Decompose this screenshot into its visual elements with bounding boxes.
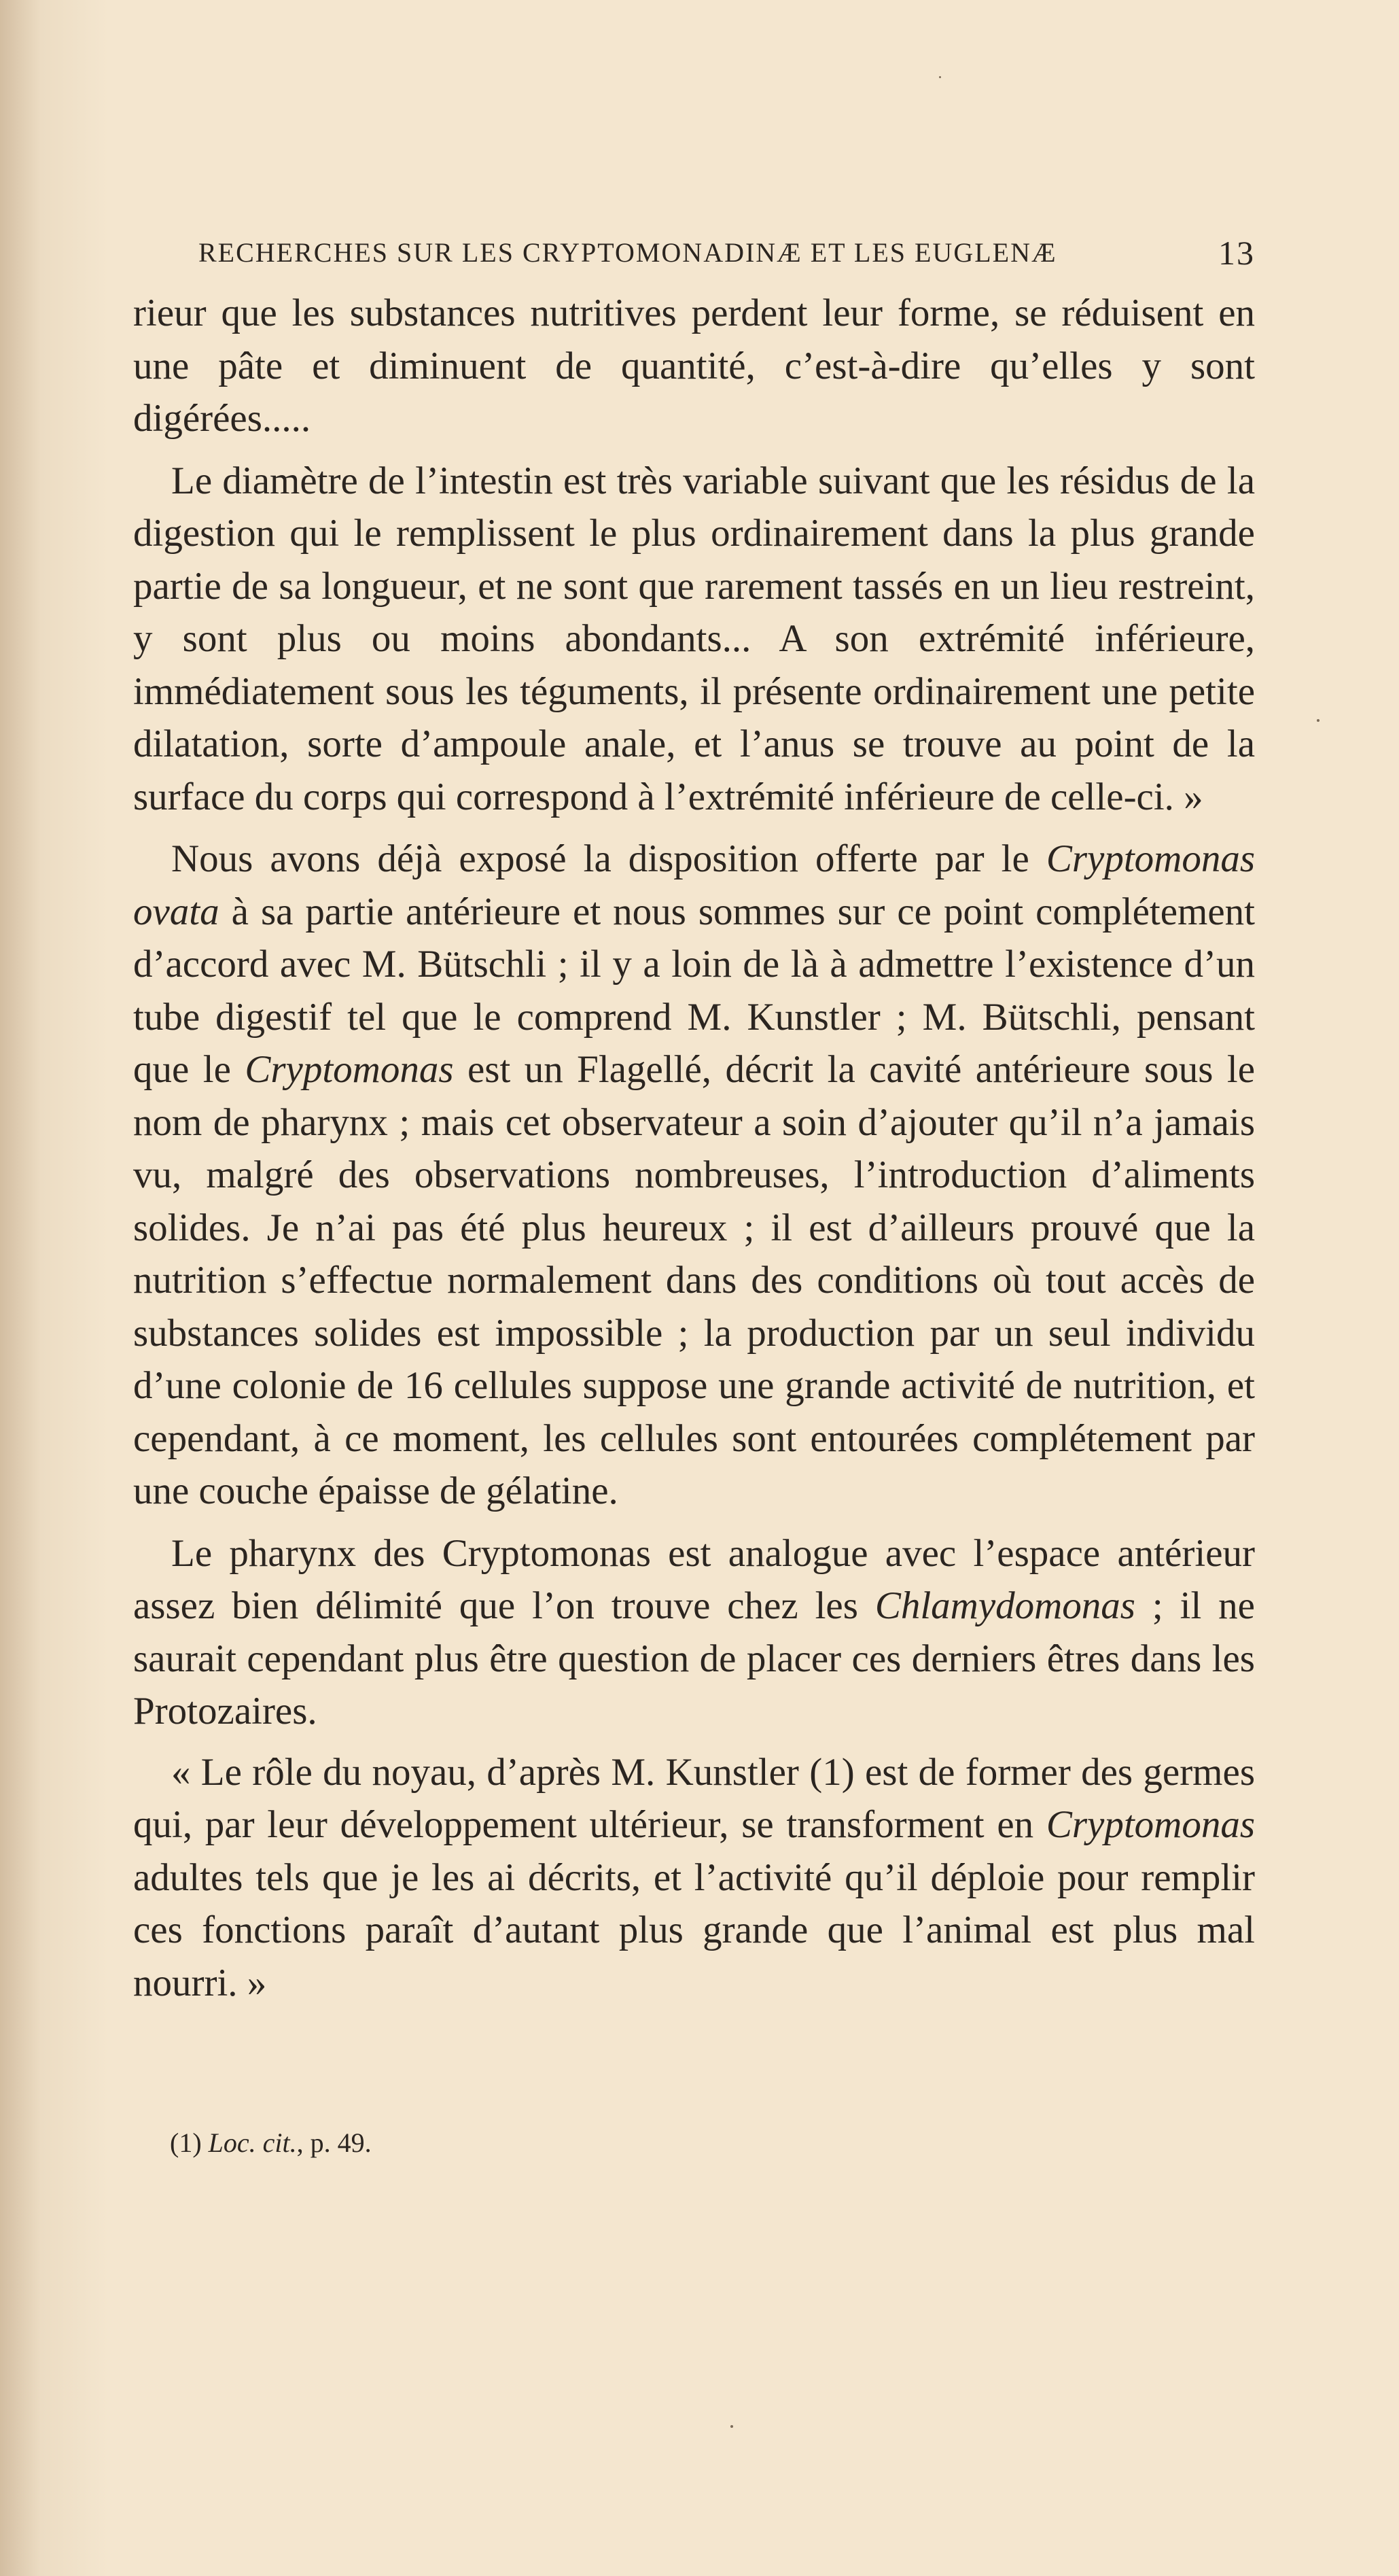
footnote	[170, 2124, 1189, 2162]
paragraph-3-text-b: à sa partie antérieure et nous sommes sur ce point complétement d’accord avec M. Bütschli ; il y a loin de là à admettre l’existence d’un tube digestif tel que le comprend M. Kunstler ; M. Bütschli, pensant que le	[133, 890, 1255, 1091]
paragraph-5	[133, 1746, 1255, 2010]
taxon-cryptomonas: Cryptomonas	[245, 1048, 454, 1091]
paragraph-1	[133, 287, 1255, 445]
paragraph-3-text-c: est un Flagellé, décrit la cavité antérieure sous le nom de pharynx ; mais cet observateur a soin d’ajouter qu’il n’a jamais vu, malgré des observations nombreuses, l’introduction d’aliments solides. Je n’ai pas été plus heureux ; il est d’ailleurs prouvé que la nutrition s’effectue normalement dans des conditions où tout accès de substances solides est impossible ; la production par un seul individu d’une colonie de 16 cellules suppose une grande activité de nutrition, et cependant, à ce moment, les cellules sont entourées complétement par une couche épaisse de gélatine.	[133, 1048, 1255, 1512]
paragraph-1-text: rieur que les substances nutritives perdent leur forme, se réduisent en une pâte et diminuent de quantité, c’est-à-dire qu’elles y sont digérées.....	[133, 292, 1255, 440]
body-text	[133, 287, 1255, 2009]
paragraph-3-text-a: Nous avons déjà exposé la disposition offerte par le	[171, 837, 1046, 880]
paragraph-2-text: Le diamètre de l’intestin est très variable suivant que les résidus de la digestion qui le remplissent le plus ordinairement dans la plus grande partie de sa longueur, et ne sont que rarement tassés en un lieu restreint, y sont plus ou moins abondants... A son extrémité inférieure, immédiatement sous les téguments, il présente ordinairement une petite dilatation, sorte d’ampoule anale, et l’anus se trouve au point de la surface du corps qui correspond à l’extrémité inférieure de celle-ci. »	[133, 459, 1255, 818]
running-title: RECHERCHES SUR LES CRYPTOMONADINÆ ET LES EUGLENÆ	[198, 237, 1057, 268]
paragraph-5-text-a: « Le rôle du noyau, d’après M. Kunstler (1) est de former des germes qui, par leur développement ultérieur, se transforment en	[133, 1750, 1255, 1846]
paper-speck	[1317, 719, 1320, 722]
paper-speck	[939, 76, 941, 78]
taxon-chlamydomonas: Chlamydomonas	[874, 1584, 1135, 1627]
paper-speck	[730, 2425, 733, 2428]
running-header	[198, 232, 1255, 273]
paragraph-4-text-b: ; il ne saurait cependant plus être question de placer ces derniers êtres dans les Protozaires.	[133, 1584, 1255, 1733]
paragraph-4-text-a: Le pharynx des Cryptomonas est analogue avec l’espace antérieur assez bien délimité que l’on trouve chez les	[133, 1531, 1255, 1627]
paragraph-4	[133, 1527, 1255, 1738]
paragraph-2	[133, 455, 1255, 824]
paragraph-5-text-b: adultes tels que je les ai décrits, et l’activité qu’il déploie pour remplir ces fonctions paraît d’autant plus grande que l’animal est plus mal nourri. »	[133, 1856, 1255, 2004]
footnote-marker: (1)	[170, 2127, 209, 2158]
paragraph-3	[133, 833, 1255, 1518]
page-number: 13	[1218, 234, 1255, 272]
footnote-reference: Loc. cit.	[208, 2127, 297, 2158]
footnote-page: , p. 49.	[296, 2127, 372, 2158]
taxon-cryptomonas-ovata: Cryptomonas ovata	[133, 837, 1255, 933]
taxon-cryptomonas-2: Cryptomonas	[1046, 1803, 1255, 1846]
